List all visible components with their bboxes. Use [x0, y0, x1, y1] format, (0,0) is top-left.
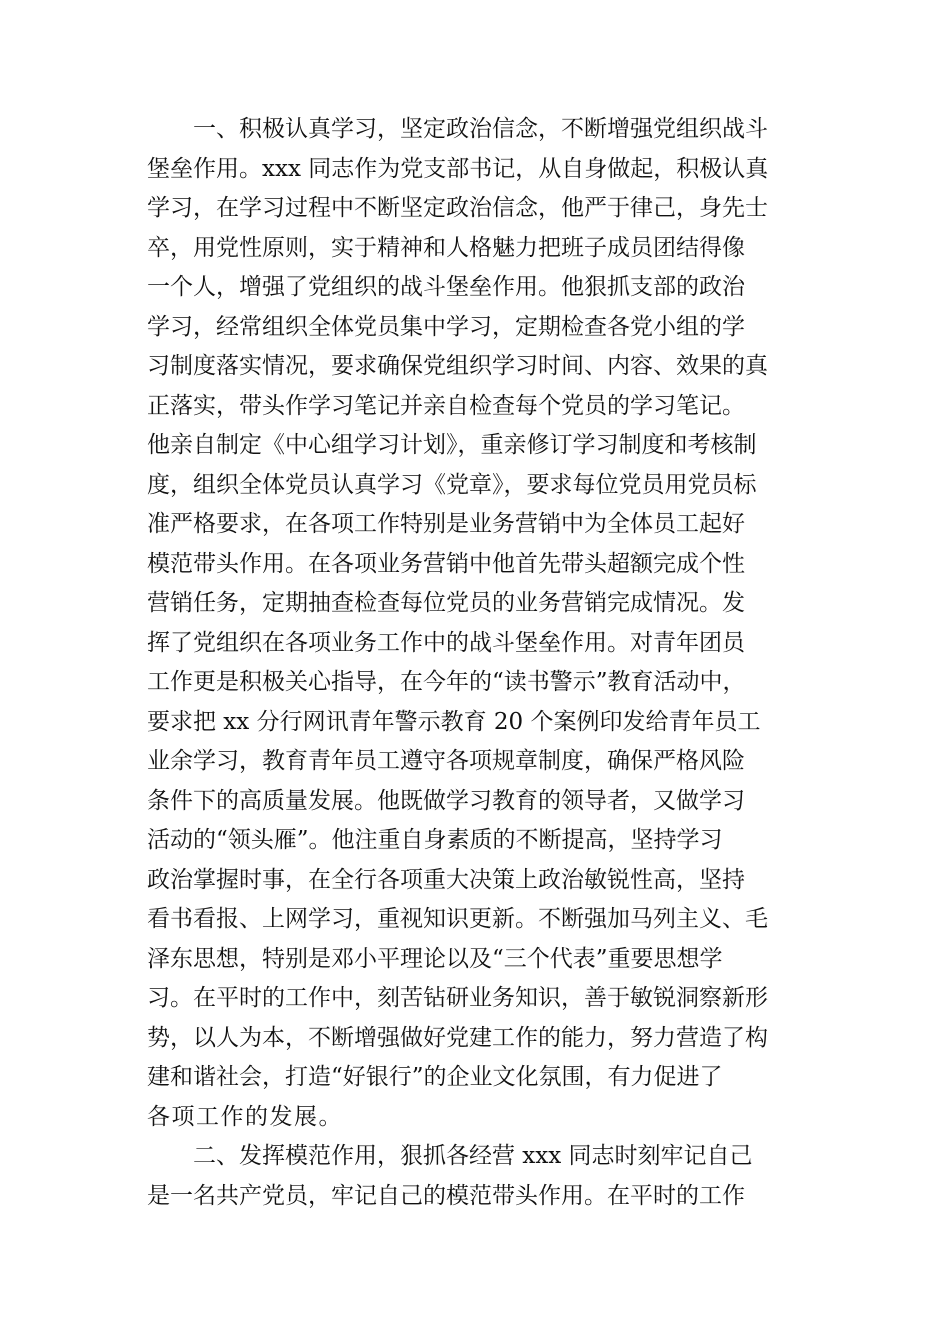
- paragraph-line: 建和谐社会，打造“好银行”的企业文化氛围，有力促进了: [147, 1064, 723, 1090]
- paragraph-line: 他亲自制定《中心组学习计划》，重亲修订学习制度和考核制: [147, 432, 757, 458]
- paragraph-line: 营销任务，定期抽查检查每位党员的业务营销完成情况。发: [147, 590, 745, 616]
- paragraph-line: 模范带头作用。在各项业务营销中他首先带头超额完成个性: [147, 550, 745, 577]
- paragraph-line: 势，以人为本，不断增强做好党建工作的能力，努力营造了构: [147, 1024, 768, 1051]
- paragraph-line: 堡垒作用。xxx 同志作为党支部书记，从自身做起，积极认真: [147, 155, 769, 182]
- paragraph-2: [147, 1137, 823, 1216]
- paragraph-line: 一个人，增强了党组织的战斗堡垒作用。他狠抓支部的政治: [147, 274, 745, 300]
- paragraph-line: 一、积极认真学习，坚定政治信念，不断增强党组织战斗: [193, 116, 768, 142]
- paragraph-line: 是一名共产党员，牢记自己的模范带头作用。在平时的工作: [147, 1182, 745, 1209]
- paragraph-1: [147, 110, 823, 1137]
- document-body: [147, 110, 823, 1216]
- paragraph-line: 条件下的高质量发展。他既做学习教育的领导者，又做学习: [147, 787, 745, 814]
- paragraph-line: 度，组织全体党员认真学习《党章》，要求每位党员用党员标: [147, 471, 757, 498]
- paragraph-line: 卒，用党性原则，实于精神和人格魅力把班子成员团结得像: [147, 234, 745, 261]
- paragraph-line: 工作更是积极关心指导，在今年的“读书警示”教育活动中，: [147, 669, 746, 695]
- paragraph-line: 习制度落实情况，要求确保党组织学习时间、内容、效果的真: [147, 353, 768, 379]
- paragraph-line: 准严格要求，在各项工作特别是业务营销中为全体员工起好: [147, 511, 745, 537]
- paragraph-line: 学习，经常组织全体党员集中学习，定期检查各党小组的学: [147, 313, 745, 340]
- paragraph-line: 正落实，带头作学习笔记并亲自检查每个党员的学习笔记。: [147, 392, 745, 419]
- paragraph-line: 要求把 xx 分行网讯青年警示教育 20 个案例印发给青年员工: [147, 708, 761, 735]
- paragraph-line: 活动的“领头雁”。他注重自身素质的不断提高，坚持学习: [147, 827, 723, 853]
- paragraph-line: 泽东思想，特别是邓小平理论以及“三个代表”重要思想学: [147, 945, 723, 972]
- paragraph-line: 习。在平时的工作中，刻苦钻研业务知识，善于敏锐洞察新形: [147, 985, 768, 1011]
- paragraph-line: 挥了党组织在各项业务工作中的战斗堡垒作用。对青年团员: [147, 629, 745, 656]
- paragraph-line: 学习，在学习过程中不断坚定政治信念，他严于律己，身先士: [147, 195, 768, 221]
- paragraph-line: 看书看报、上网学习，重视知识更新。不断强加马列主义、毛: [147, 906, 768, 932]
- paragraph-line: 各项工作的发展。: [147, 1103, 343, 1130]
- paragraph-line: 二、发挥模范作用，狠抓各经营 xxx 同志时刻牢记自己: [193, 1143, 753, 1169]
- paragraph-line: 政治掌握时事，在全行各项重大决策上政治敏锐性高，坚持: [147, 866, 745, 893]
- paragraph-line: 业余学习，教育青年员工遵守各项规章制度，确保严格风险: [147, 748, 745, 774]
